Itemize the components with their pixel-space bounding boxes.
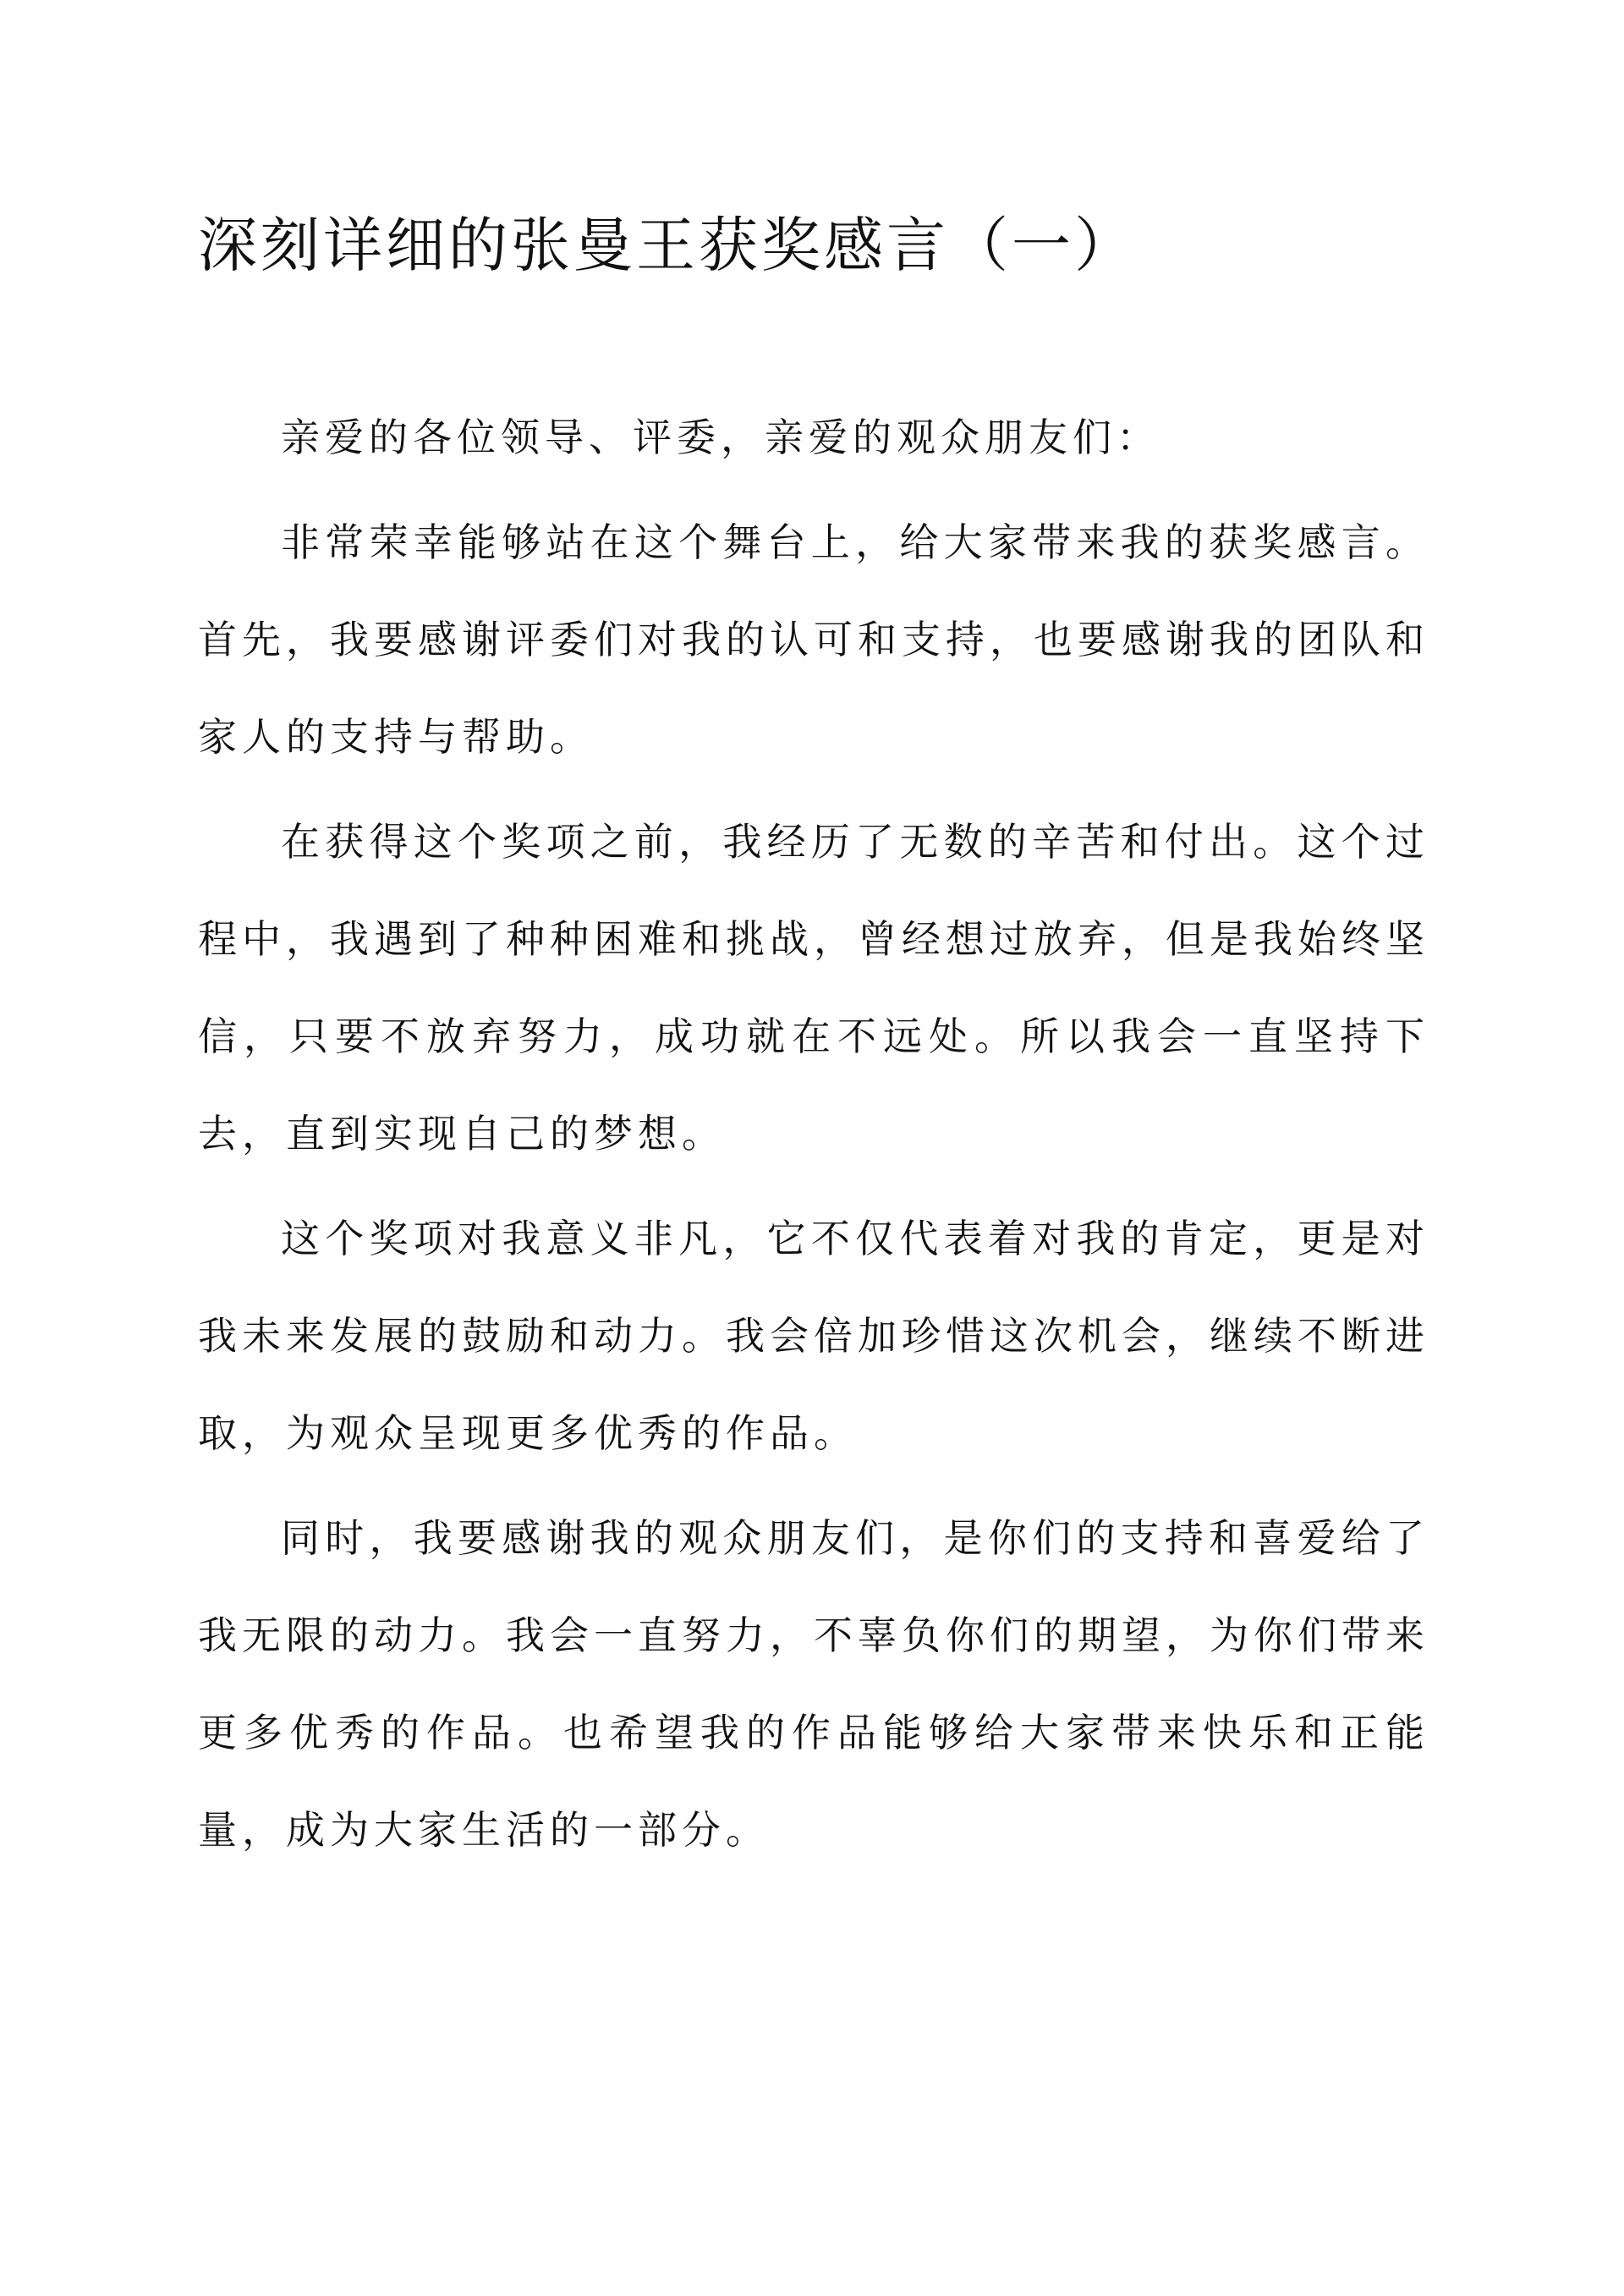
- body-paragraph: 这个奖项对我意义非凡，它不仅代表着对我的肯定，更是对我未来发展的鼓励和动力。我会倍加珍惜这次机会，继续不断进取，为观众呈现更多优秀的作品。: [198, 1216, 1429, 1456]
- body-paragraph: 在获得这个奖项之前，我经历了无数的辛苦和付出。这个过程中，我遇到了种种困难和挑战，曾经想过放弃，但是我始终坚信，只要不放弃努力，成功就在不远处。所以我会一直坚持下去，直到实现自己的梦想。: [198, 819, 1429, 1156]
- salutation-paragraph: 亲爱的各位领导、评委，亲爱的观众朋友们：: [281, 415, 1160, 460]
- document-title: 深刻详细的张曼王获奖感言（一）: [198, 211, 1137, 280]
- document-body: [198, 389, 1429, 1887]
- body-paragraph: 同时，我要感谢我的观众朋友们，是你们的支持和喜爱给了我无限的动力。我会一直努力，不辜负你们的期望，为你们带来更多优秀的作品。也希望我的作品能够给大家带来快乐和正能量，成为大家生活的一部分。: [198, 1515, 1429, 1853]
- body-paragraph: 非常荣幸能够站在这个舞台上，给大家带来我的获奖感言。首先，我要感谢评委们对我的认可和支持，也要感谢我的团队和家人的支持与帮助。: [198, 519, 1429, 760]
